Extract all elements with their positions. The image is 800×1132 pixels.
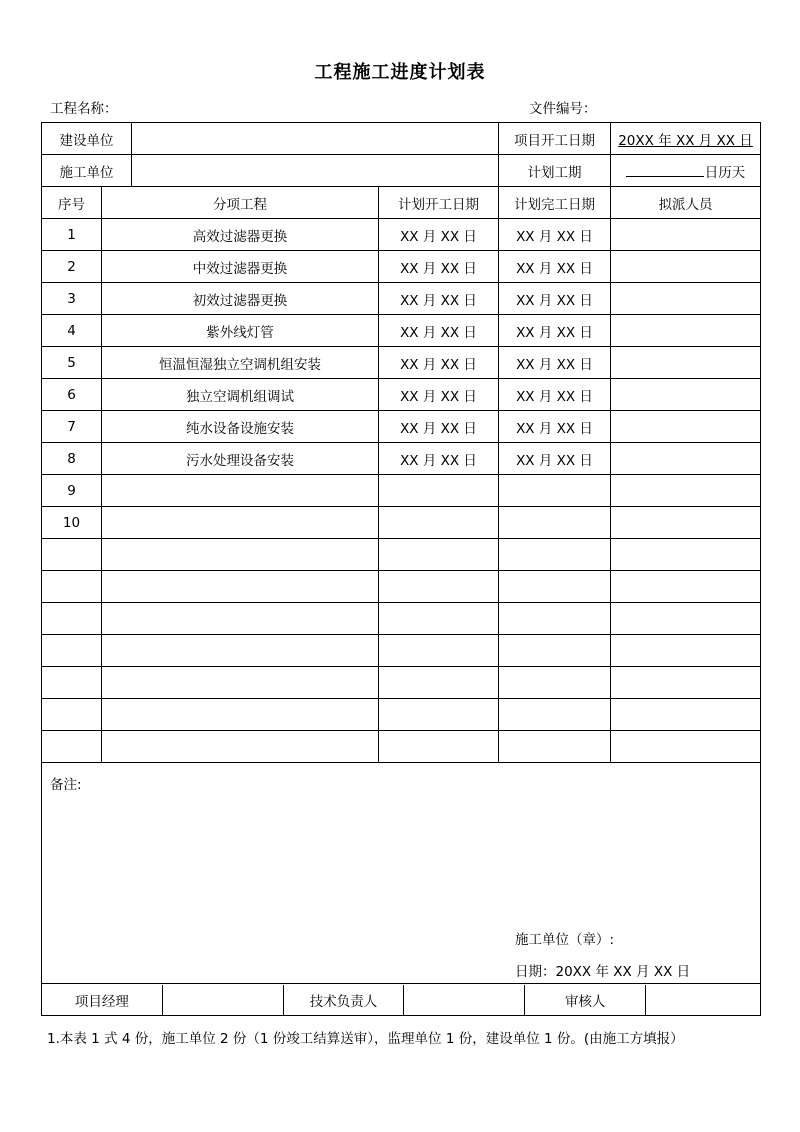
assigned-staff-cell[interactable] [611, 411, 761, 443]
signature-row [42, 984, 761, 1016]
table-row [42, 475, 761, 507]
item-name-cell[interactable] [102, 603, 379, 635]
remarks-area[interactable] [42, 763, 761, 984]
row-number-cell: 4 [42, 315, 102, 347]
construction-unit-label: 建设单位 [42, 123, 132, 155]
planned-end-cell[interactable] [499, 731, 611, 763]
remarks-label: 备注: [50, 777, 82, 793]
assigned-staff-cell[interactable] [611, 283, 761, 315]
planned-end-cell[interactable] [499, 699, 611, 731]
planned-end-cell[interactable] [499, 475, 611, 507]
column-header-item: 分项工程 [102, 187, 379, 219]
item-name-cell[interactable] [102, 571, 379, 603]
row-number-cell [42, 539, 102, 571]
planned-start-cell[interactable] [379, 571, 499, 603]
assigned-staff-cell[interactable] [611, 667, 761, 699]
assigned-staff-cell[interactable] [611, 571, 761, 603]
item-name-cell[interactable] [102, 635, 379, 667]
planned-end-cell[interactable] [499, 507, 611, 539]
row-number-cell: 2 [42, 251, 102, 283]
contractor-seal-label: 施工单位（章）: [515, 932, 615, 948]
row-number-cell [42, 571, 102, 603]
planned-start-cell[interactable]: XX 月 XX 日 [379, 347, 499, 379]
reviewer-label: 审核人 [525, 985, 646, 1015]
planned-end-cell[interactable] [499, 539, 611, 571]
planned-start-cell[interactable]: XX 月 XX 日 [379, 315, 499, 347]
signature-inner-row [42, 985, 761, 1015]
table-row [42, 507, 761, 539]
planned-end-cell[interactable] [499, 603, 611, 635]
item-name-cell[interactable]: 恒温恒湿独立空调机组安装 [102, 347, 379, 379]
header-row-contractor [42, 155, 761, 187]
assigned-staff-cell[interactable] [611, 699, 761, 731]
start-date-field[interactable] [611, 123, 761, 155]
table-row [42, 539, 761, 571]
duration-blank-line [626, 162, 704, 177]
assigned-staff-cell[interactable] [611, 379, 761, 411]
column-header-start: 计划开工日期 [379, 187, 499, 219]
item-name-cell[interactable] [102, 475, 379, 507]
duration-label: 计划工期 [499, 155, 611, 187]
tech-lead-label: 技术负责人 [283, 985, 404, 1015]
tech-lead-field[interactable] [404, 985, 525, 1015]
start-date-label: 项目开工日期 [499, 123, 611, 155]
contractor-field[interactable] [132, 155, 499, 187]
row-number-cell [42, 635, 102, 667]
row-number-cell: 3 [42, 283, 102, 315]
row-number-cell: 5 [42, 347, 102, 379]
table-row [42, 443, 761, 475]
planned-start-cell[interactable] [379, 603, 499, 635]
document-title: 工程施工进度计划表 [314, 62, 486, 83]
table-row [42, 251, 761, 283]
planned-end-cell[interactable]: XX 月 XX 日 [499, 251, 611, 283]
item-name-cell[interactable] [102, 699, 379, 731]
planned-start-cell[interactable]: XX 月 XX 日 [379, 251, 499, 283]
row-number-cell: 9 [42, 475, 102, 507]
planned-end-cell[interactable]: XX 月 XX 日 [499, 443, 611, 475]
item-name-cell[interactable]: 独立空调机组调试 [102, 379, 379, 411]
row-number-cell [42, 667, 102, 699]
table-row [42, 699, 761, 731]
item-name-cell[interactable] [102, 731, 379, 763]
assigned-staff-cell[interactable] [611, 635, 761, 667]
table-row [42, 347, 761, 379]
planned-start-cell[interactable]: XX 月 XX 日 [379, 283, 499, 315]
planned-end-cell[interactable]: XX 月 XX 日 [499, 411, 611, 443]
table-row [42, 315, 761, 347]
assigned-staff-cell[interactable] [611, 251, 761, 283]
duration-field[interactable] [611, 155, 761, 187]
item-name-cell[interactable] [102, 507, 379, 539]
column-header-no: 序号 [42, 187, 102, 219]
planned-end-cell[interactable]: XX 月 XX 日 [499, 315, 611, 347]
planned-start-cell[interactable] [379, 731, 499, 763]
planned-start-cell[interactable]: XX 月 XX 日 [379, 219, 499, 251]
item-name-cell[interactable]: 污水处理设备安装 [102, 443, 379, 475]
schedule-table [41, 122, 761, 1016]
project-name-label: 工程名称： [50, 101, 118, 117]
row-number-cell [42, 699, 102, 731]
table-row [42, 379, 761, 411]
row-number-cell: 6 [42, 379, 102, 411]
file-number-label: 文件编号： [529, 101, 597, 117]
column-header-staff: 拟派人员 [611, 187, 761, 219]
planned-end-cell[interactable]: XX 月 XX 日 [499, 347, 611, 379]
table-row [42, 571, 761, 603]
planned-start-cell[interactable] [379, 475, 499, 507]
item-name-cell[interactable]: 中效过滤器更换 [102, 251, 379, 283]
row-number-cell: 10 [42, 507, 102, 539]
table-row [42, 411, 761, 443]
planned-start-cell[interactable] [379, 507, 499, 539]
item-name-cell[interactable]: 高效过滤器更换 [102, 219, 379, 251]
table-row [42, 731, 761, 763]
contractor-label: 施工单位 [42, 155, 132, 187]
construction-unit-field[interactable] [132, 123, 499, 155]
planned-end-cell[interactable] [499, 635, 611, 667]
item-name-cell[interactable]: 纯水设备设施安装 [102, 411, 379, 443]
item-name-cell[interactable]: 紫外线灯管 [102, 315, 379, 347]
row-number-cell [42, 731, 102, 763]
planned-start-cell[interactable] [379, 635, 499, 667]
duration-suffix: 日历天 [704, 164, 746, 181]
project-manager-label: 项目经理 [74, 993, 129, 1010]
signature-table [42, 985, 761, 1015]
planned-start-cell[interactable] [379, 699, 499, 731]
table-row [42, 667, 761, 699]
planned-start-cell[interactable]: XX 月 XX 日 [379, 443, 499, 475]
planned-start-cell[interactable] [379, 667, 499, 699]
planned-start-cell[interactable] [379, 539, 499, 571]
assigned-staff-cell[interactable] [611, 219, 761, 251]
planned-end-cell[interactable]: XX 月 XX 日 [499, 283, 611, 315]
header-row-construction-unit [42, 123, 761, 155]
remarks-date-label: 日期：20XX 年 XX 月 XX 日 [515, 964, 691, 980]
assigned-staff-cell[interactable] [611, 507, 761, 539]
assigned-staff-cell[interactable] [611, 731, 761, 763]
assigned-staff-cell[interactable] [611, 475, 761, 507]
assigned-staff-cell[interactable] [611, 539, 761, 571]
assigned-staff-cell[interactable] [611, 315, 761, 347]
table-row [42, 219, 761, 251]
footnote: 1.本表 1 式 4 份，施工单位 2 份（1 份竣工结算送审），监理单位 1 份，建设单位 1 份。(由施工方填报） [47, 1031, 684, 1047]
planned-start-cell[interactable]: XX 月 XX 日 [379, 379, 499, 411]
assigned-staff-cell[interactable] [611, 603, 761, 635]
assigned-staff-cell[interactable] [611, 443, 761, 475]
table-row [42, 635, 761, 667]
planned-end-cell[interactable]: XX 月 XX 日 [499, 379, 611, 411]
table-row [42, 603, 761, 635]
table-row [42, 283, 761, 315]
planned-end-cell[interactable]: XX 月 XX 日 [499, 219, 611, 251]
start-date-value: 20XX 年 XX 月 XX 日 [618, 132, 753, 149]
project-manager-field[interactable] [162, 985, 283, 1015]
column-header-row [42, 187, 761, 219]
column-header-end: 计划完工日期 [499, 187, 611, 219]
assigned-staff-cell[interactable] [611, 347, 761, 379]
signature-container [42, 984, 761, 1016]
item-name-cell[interactable]: 初效过滤器更换 [102, 283, 379, 315]
row-number-cell: 1 [42, 219, 102, 251]
row-number-cell: 8 [42, 443, 102, 475]
planned-end-cell[interactable] [499, 571, 611, 603]
remarks-row [42, 763, 761, 984]
reviewer-field[interactable] [645, 985, 760, 1015]
item-name-cell[interactable] [102, 667, 379, 699]
row-number-cell [42, 603, 102, 635]
row-number-cell: 7 [42, 411, 102, 443]
planned-end-cell[interactable] [499, 667, 611, 699]
item-name-cell[interactable] [102, 539, 379, 571]
planned-start-cell[interactable]: XX 月 XX 日 [379, 411, 499, 443]
